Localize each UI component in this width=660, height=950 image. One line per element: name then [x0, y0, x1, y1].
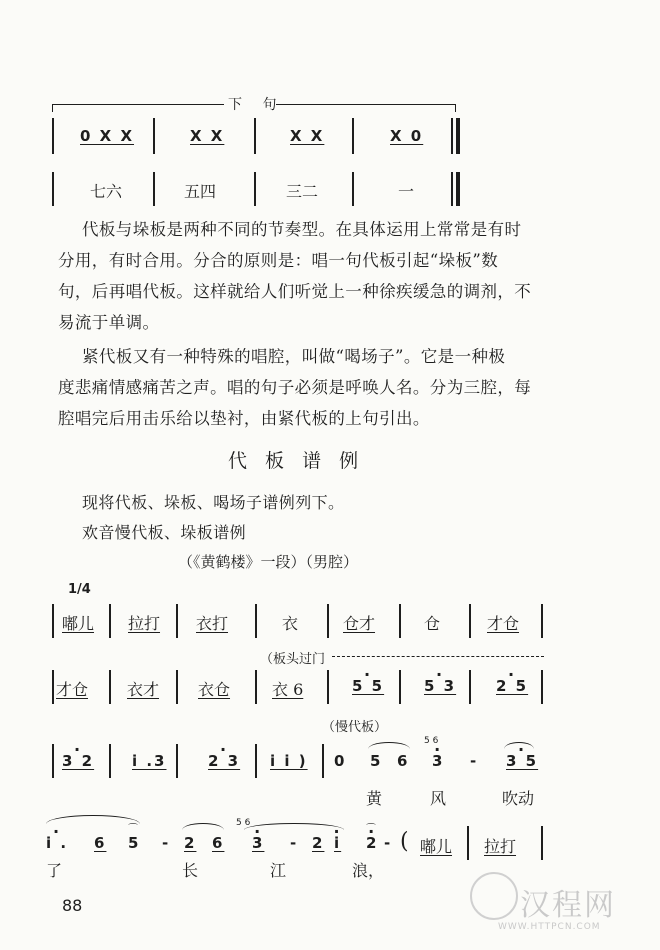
- barline: [255, 604, 257, 638]
- tie-slur: [368, 742, 410, 749]
- barline: [52, 172, 54, 206]
- top-cell-5: 七六: [90, 182, 123, 201]
- score-cell: · 5 3: [424, 677, 456, 695]
- lyric: 长: [182, 861, 199, 880]
- bracket-hook-right: [455, 104, 456, 112]
- score-note: · 2: [366, 834, 378, 852]
- score-note: 6: [94, 834, 107, 852]
- grace-notes: 5 6: [236, 818, 251, 828]
- score-note: 0: [334, 752, 347, 770]
- time-signature: 1/4: [68, 582, 91, 597]
- barline: [541, 604, 543, 638]
- fermata-icon: ⌒: [128, 824, 138, 835]
- annotation-bantou: （板头过门: [260, 652, 326, 667]
- score-note: · 2 3: [208, 752, 240, 770]
- text-line: 分用，有时合用。分合的原则是：唱一句代板引起“垛板”数: [58, 251, 499, 270]
- barline-end: [451, 118, 453, 154]
- barline: [254, 118, 256, 154]
- barline: [322, 744, 324, 778]
- lyric: 江: [270, 861, 287, 880]
- barline: [52, 118, 54, 154]
- barline: [176, 670, 178, 704]
- barline: [255, 744, 257, 778]
- intro-line-1: 现将代板、垛板、喝场子谱例列下。: [82, 493, 345, 512]
- score-cell: 才仓: [56, 680, 89, 699]
- annotation-mandaiban: （慢代板）: [322, 720, 388, 735]
- barline: [176, 744, 178, 778]
- score-note: 6: [397, 752, 410, 770]
- score-note: · i .: [46, 834, 68, 852]
- score-note: (: [400, 829, 409, 854]
- barline: [153, 118, 155, 154]
- score-note: -: [384, 834, 393, 852]
- barline: [254, 172, 256, 206]
- score-cell: 衣才: [127, 680, 160, 699]
- score-cell: 衣: [282, 614, 299, 633]
- barline: [52, 604, 54, 638]
- score-note: · 3 2: [62, 752, 94, 770]
- score-note: -: [162, 834, 171, 852]
- score-cell: 嘟儿: [62, 614, 95, 633]
- top-cell-6: 五四: [184, 182, 217, 201]
- score-note: -: [470, 752, 479, 770]
- barline: [541, 826, 543, 860]
- score-cell: 仓才: [343, 614, 376, 633]
- barline-end: [456, 172, 460, 206]
- text-line: 紧代板又有一种特殊的唱腔，叫做“喝场子”。它是一种极: [82, 347, 506, 366]
- score-cell: 仓: [424, 614, 441, 633]
- barline: [541, 670, 543, 704]
- text-line: 易流于单调。: [58, 313, 160, 332]
- barline: [153, 172, 155, 206]
- bracket-line-right: [276, 104, 456, 105]
- text-line: 度悲痛情感痛苦之声。唱的句子必须是呼唤人名。分为三腔，每: [58, 378, 532, 397]
- score-note: 6: [212, 834, 225, 852]
- top-cell-4: X 0: [390, 127, 424, 145]
- bracket-line-left: [52, 104, 224, 105]
- score-note: -: [290, 834, 299, 852]
- lyric: 浪，: [352, 861, 385, 880]
- lyric: 吹动: [502, 789, 535, 808]
- barline: [255, 670, 257, 704]
- score-note: 5: [128, 834, 141, 852]
- top-cell-7: 三二: [286, 182, 319, 201]
- lyric: 黄: [366, 789, 383, 808]
- watermark-url: WWW.HTTPCN.COM: [498, 922, 601, 932]
- barline: [327, 670, 329, 704]
- score-note: · 3: [432, 752, 444, 770]
- lyric: 风: [430, 789, 447, 808]
- watermark-text: 汉程网: [520, 888, 616, 923]
- bracket-hook-left: [52, 104, 53, 112]
- score-note: 5: [370, 752, 383, 770]
- section-title: 代 板 谱 例: [228, 450, 365, 472]
- score-cell: 衣打: [196, 614, 229, 633]
- score-cell: 衣仓: [198, 680, 231, 699]
- watermark-logo-icon: [470, 872, 518, 920]
- tie-slur: [504, 742, 534, 749]
- top-cell-3: X X: [290, 127, 325, 145]
- text-line: 代板与垛板是两种不同的节奏型。在具体运用上常常是有时: [82, 220, 522, 239]
- barline-end: [456, 118, 460, 154]
- fermata-icon: ⌒: [366, 824, 376, 835]
- page-number: 88: [62, 896, 83, 915]
- score-cell: 拉打: [484, 837, 517, 856]
- tie-slur: [182, 823, 224, 830]
- top-cell-8: 一: [398, 182, 415, 201]
- grace-notes: 5 6: [424, 736, 439, 746]
- score-note: 2: [184, 834, 197, 852]
- barline: [327, 604, 329, 638]
- piece-subtitle: （《黄鹤楼》一段）（男腔）: [178, 553, 359, 571]
- top-cell-1: 0 X X: [80, 127, 135, 145]
- barline: [469, 670, 471, 704]
- score-cell: 拉打: [128, 614, 161, 633]
- score-cell: · 2 5: [496, 677, 528, 695]
- lyric: 了: [46, 861, 63, 880]
- score-note: · 3 5: [506, 752, 538, 770]
- score-cell: · 5 5: [352, 677, 384, 695]
- barline: [469, 604, 471, 638]
- score-note: i .3: [132, 752, 167, 770]
- barline-end: [451, 172, 453, 206]
- score-note: i i ): [270, 752, 308, 770]
- text-line: 句，后再唱代板。这样就给人们听觉上一种徐疾缓急的调剂，不: [58, 282, 532, 301]
- barline: [109, 744, 111, 778]
- intro-line-2: 欢音慢代板、垛板谱例: [82, 523, 247, 542]
- score-note: · 3: [252, 834, 264, 852]
- barline: [176, 604, 178, 638]
- paragraph-2: [58, 341, 558, 434]
- score-note: 2: [312, 834, 325, 852]
- barline: [52, 670, 54, 704]
- barline: [467, 826, 469, 860]
- score-cell: 嘟儿: [420, 837, 453, 856]
- barline: [399, 604, 401, 638]
- barline: [399, 670, 401, 704]
- score-cell: 衣 6: [272, 680, 304, 699]
- annotation-dashline: [332, 656, 544, 657]
- paragraph-1: [58, 214, 558, 338]
- bracket-label: 下 句: [228, 97, 285, 113]
- barline: [52, 744, 54, 778]
- score-cell: 才仓: [487, 614, 520, 633]
- barline: [109, 670, 111, 704]
- score-note: · i: [334, 834, 341, 852]
- barline: [109, 604, 111, 638]
- barline: [352, 118, 354, 154]
- barline: [352, 172, 354, 206]
- top-cell-2: X X: [190, 127, 225, 145]
- text-line: 腔唱完后用击乐给以垫衬，由紧代板的上句引出。: [58, 409, 430, 428]
